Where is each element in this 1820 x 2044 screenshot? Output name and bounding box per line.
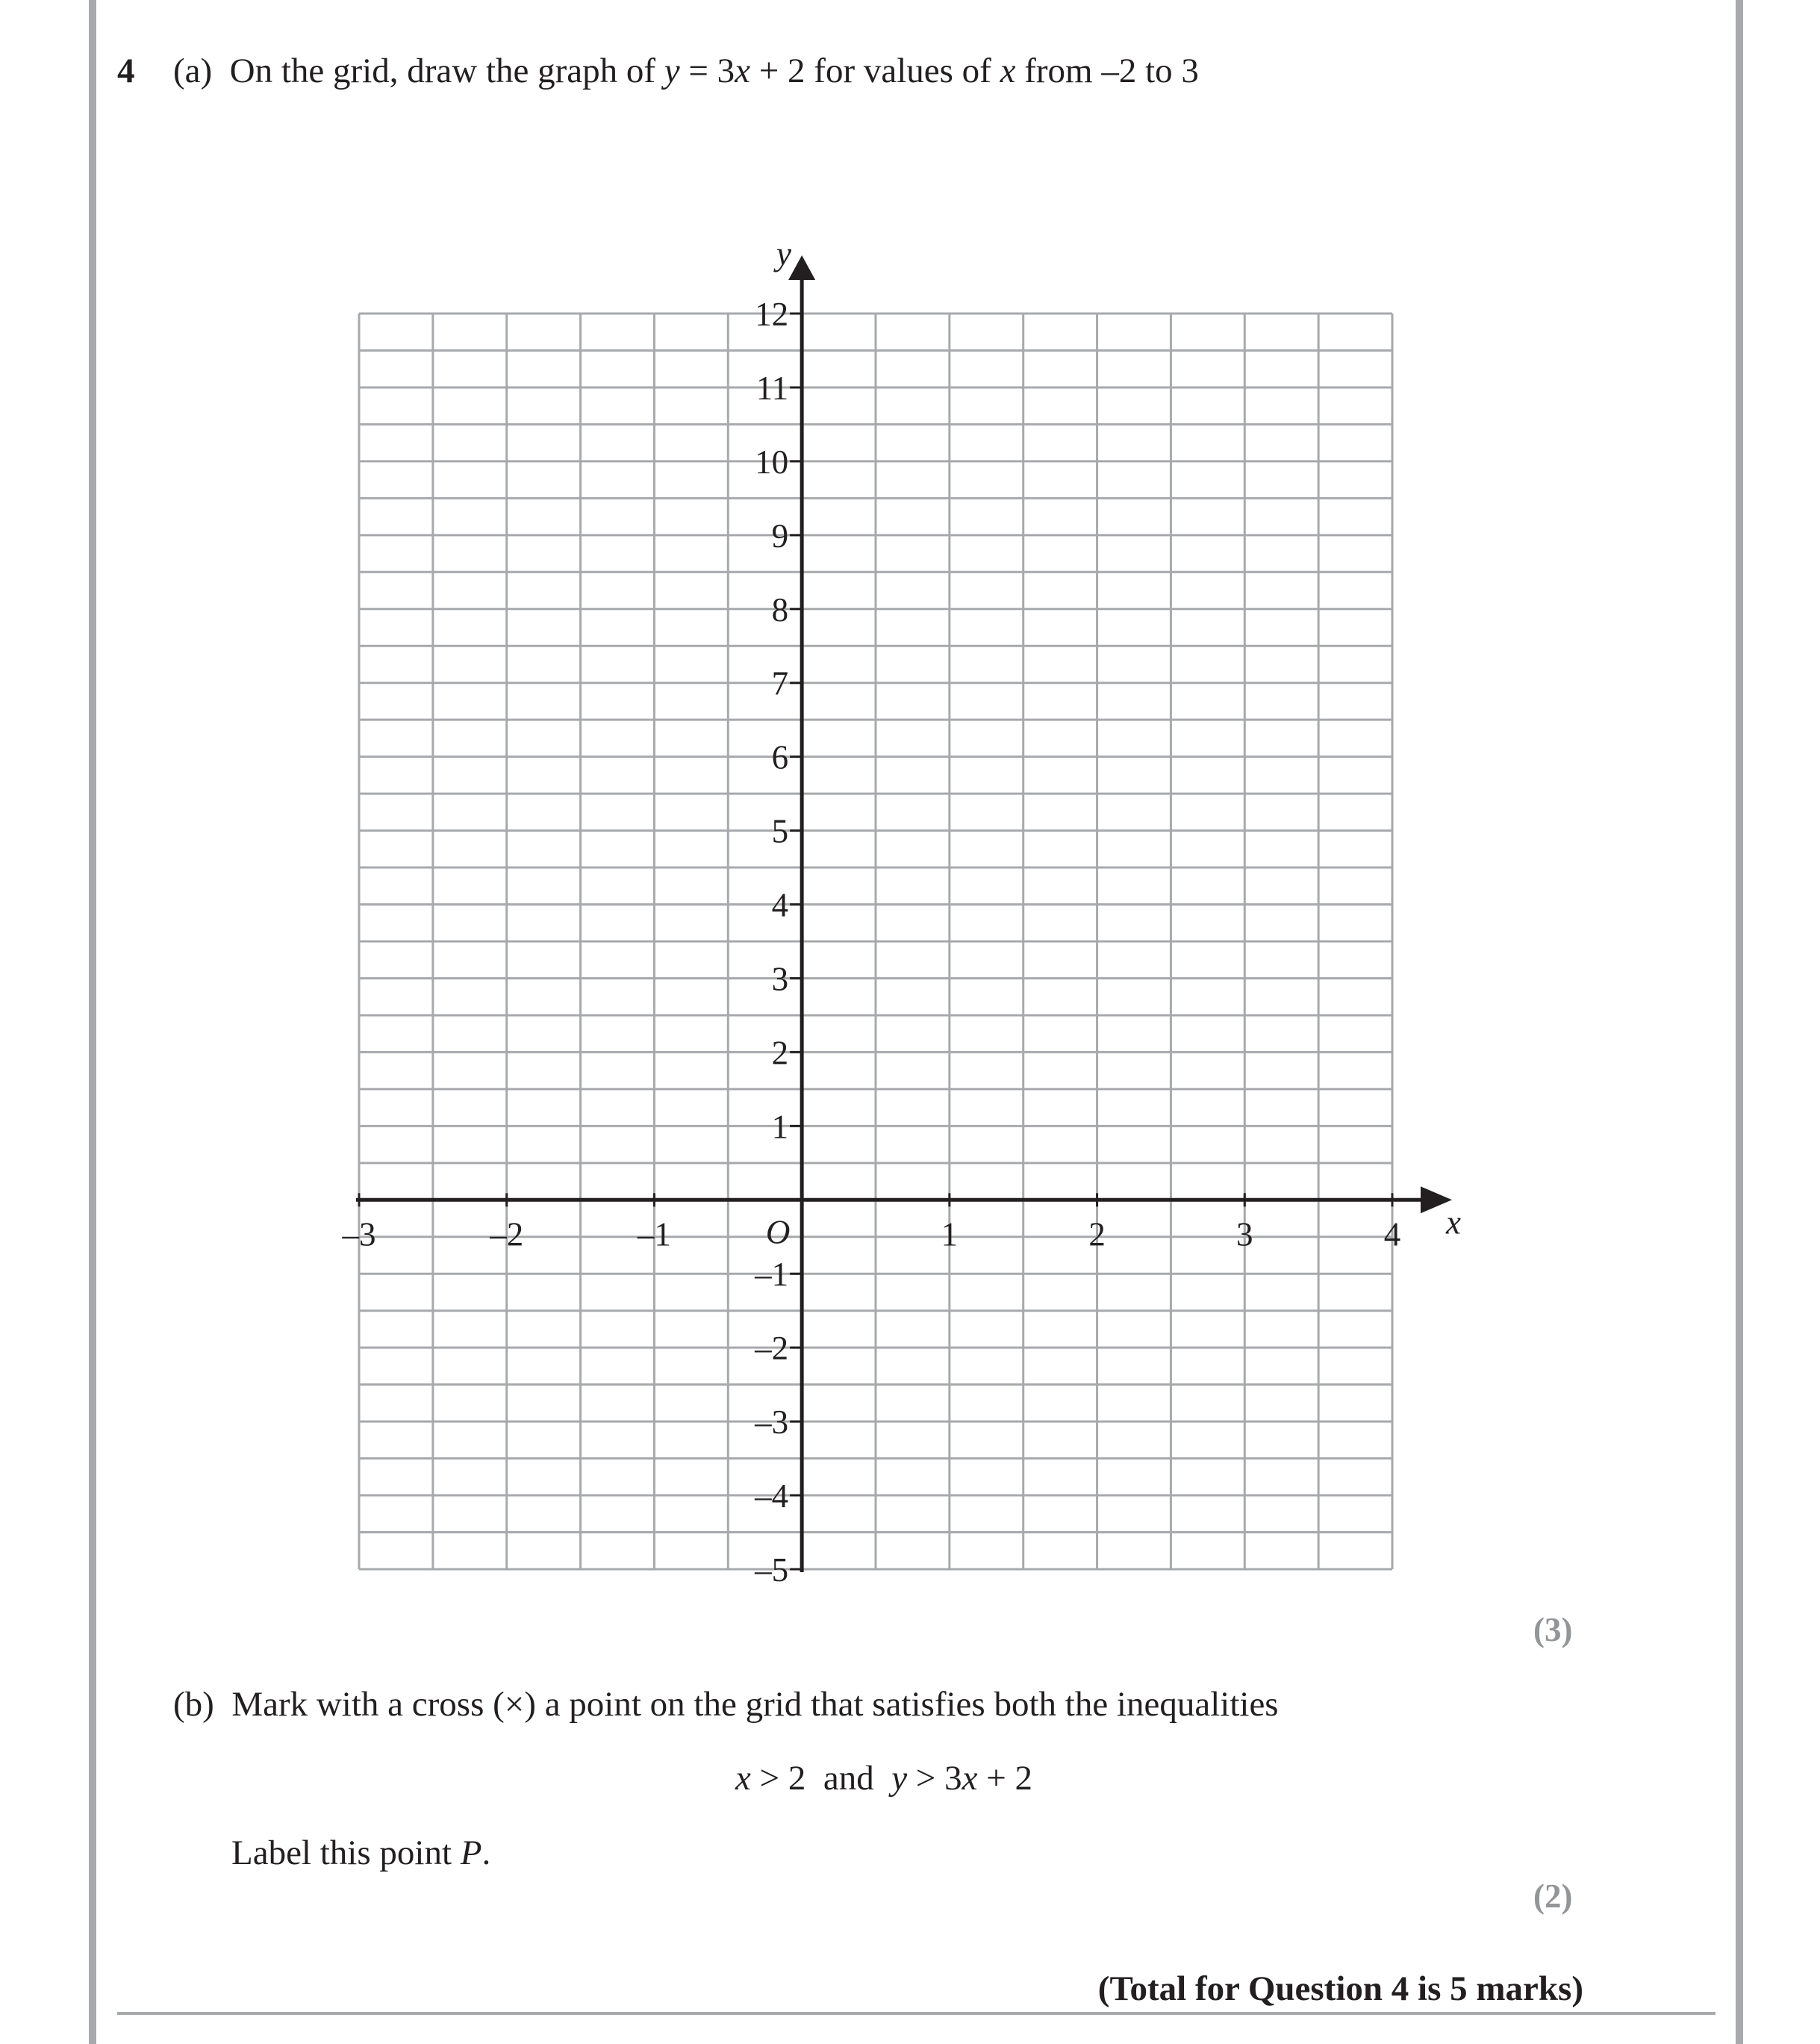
y-tick-label: 6 bbox=[771, 738, 789, 776]
x-tick-label: 1 bbox=[941, 1215, 959, 1253]
part-a-label: (a) bbox=[173, 52, 213, 90]
y-tick-label: –4 bbox=[755, 1477, 789, 1515]
ineq-var-x: x bbox=[735, 1759, 751, 1798]
question-total: (Total for Question 4 is 5 marks) bbox=[1097, 1969, 1583, 2008]
label-text-2: . bbox=[482, 1833, 491, 1872]
y-tick-label: 10 bbox=[755, 443, 789, 481]
y-tick-label: 8 bbox=[771, 591, 789, 629]
part-a-var-x: x bbox=[735, 52, 751, 90]
part-b-text-2: ) a point on the grid that satisfies both the inequalities bbox=[524, 1685, 1279, 1724]
part-b-text-1: Mark with a cross ( bbox=[231, 1685, 505, 1724]
label-point-instruction bbox=[231, 1833, 491, 1872]
y-tick-label: 7 bbox=[771, 664, 789, 702]
x-tick-label: 4 bbox=[1383, 1215, 1401, 1253]
y-tick-label: –3 bbox=[755, 1403, 789, 1442]
origin-label: O bbox=[765, 1213, 791, 1251]
part-a-text-3: + 2 for values of bbox=[750, 52, 1000, 90]
part-a-var-y: y bbox=[664, 52, 680, 90]
part-a-text-1: On the grid, draw the graph of bbox=[229, 52, 664, 90]
y-tick-label: 4 bbox=[771, 886, 789, 924]
y-axis-arrow-icon bbox=[788, 255, 815, 280]
y-tick-label: 9 bbox=[771, 517, 789, 555]
grid-lines bbox=[359, 314, 1392, 1569]
y-tick-label: –1 bbox=[755, 1256, 789, 1294]
x-tick-label: 2 bbox=[1088, 1215, 1106, 1253]
part-a-marks: (3) bbox=[1533, 1611, 1573, 1648]
x-tick-labels bbox=[342, 1215, 1401, 1253]
x-tick-label: –2 bbox=[490, 1215, 524, 1253]
x-axis-label: x bbox=[1446, 1203, 1461, 1241]
part-b-label: (b) bbox=[173, 1685, 214, 1724]
ineq-text-1: > 2 and bbox=[750, 1759, 892, 1798]
ineq-var-x-2: x bbox=[962, 1759, 978, 1798]
part-b-question bbox=[173, 1687, 1279, 1722]
inequalities bbox=[735, 1761, 1032, 1796]
part-a-text-4: from –2 to 3 bbox=[1015, 52, 1199, 90]
y-tick-label: 2 bbox=[771, 1034, 789, 1072]
ineq-text-3: + 2 bbox=[977, 1759, 1033, 1798]
part-b-marks: (2) bbox=[1533, 1878, 1573, 1915]
bottom-rule bbox=[117, 2012, 1715, 2015]
cross-icon: × bbox=[504, 1685, 525, 1724]
ineq-var-y: y bbox=[891, 1759, 908, 1798]
y-tick-label: –5 bbox=[755, 1551, 789, 1589]
label-text-1: Label this point bbox=[231, 1833, 461, 1872]
x-tick-label: –3 bbox=[342, 1215, 376, 1253]
y-tick-label: 3 bbox=[771, 960, 789, 998]
ineq-text-2: > 3 bbox=[907, 1759, 962, 1798]
x-tick-label: –1 bbox=[637, 1215, 671, 1253]
y-tick-label: 5 bbox=[771, 812, 789, 850]
part-a-text-2: = 3 bbox=[679, 52, 735, 90]
question-number: 4 bbox=[117, 52, 135, 90]
x-tick-label: 3 bbox=[1236, 1215, 1253, 1253]
y-tick-label: 12 bbox=[755, 296, 789, 333]
axes bbox=[356, 255, 1452, 1572]
y-axis-label: y bbox=[776, 235, 791, 272]
y-tick-label: 1 bbox=[771, 1108, 789, 1146]
y-tick-label: –2 bbox=[755, 1330, 789, 1368]
y-tick-label: 11 bbox=[755, 369, 789, 407]
label-var-p: P bbox=[460, 1833, 482, 1872]
part-a-var-x-2: x bbox=[1000, 52, 1016, 90]
